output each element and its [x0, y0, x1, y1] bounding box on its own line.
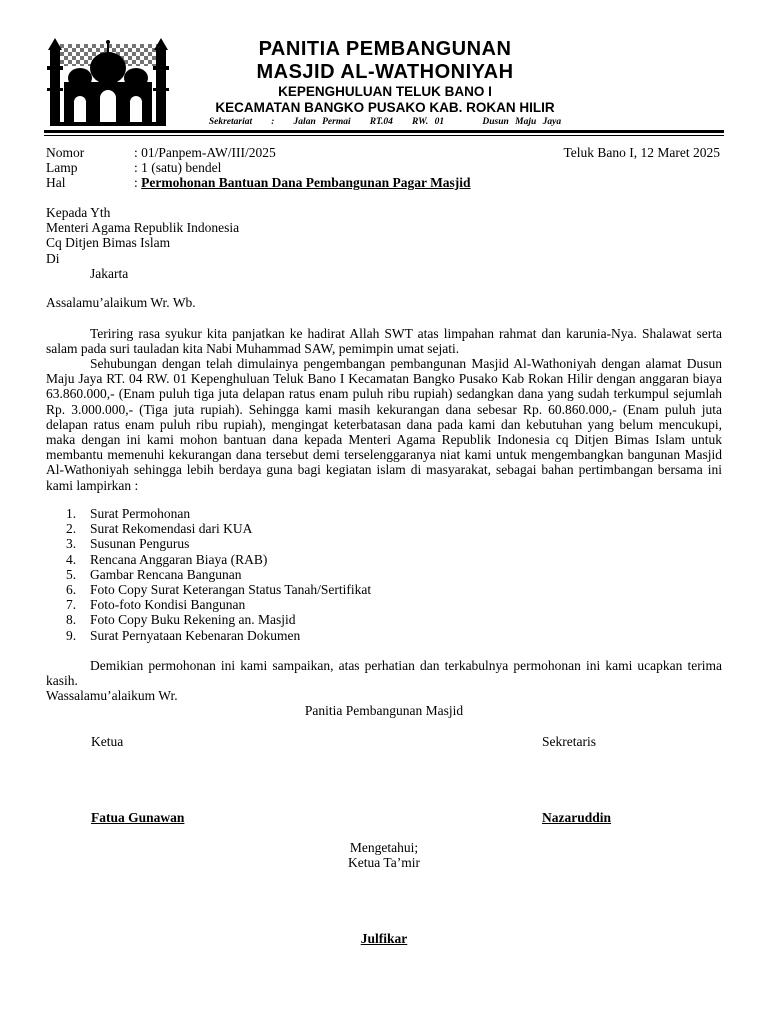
list-item-text: Surat Pernyataan Kebenaran Dokumen [90, 627, 301, 643]
recipient-line3: Cq Ditjen Bimas Islam [46, 235, 171, 251]
list-item [66, 628, 371, 643]
letter-meta [46, 145, 726, 191]
chair-name: Fatua Gunawan [91, 810, 185, 825]
recipient-line2: Menteri Agama Republik Indonesia [46, 220, 240, 236]
closing-paragraph: Demikian permohonan ini kami sampaikan, atas perhatian dan terkabulnya permohonan ini kami ucapkan terima kasih. [46, 658, 722, 689]
list-item-text: Surat Rekomendasi dari KUA [90, 521, 253, 537]
list-item-text: Surat Permohonan [90, 506, 191, 521]
list-item-text: Gambar Rencana Bangunan [90, 566, 242, 582]
list-item-text: Rencana Anggaran Biaya (RAB) [90, 551, 268, 567]
recipient-city: Jakarta [90, 265, 129, 281]
list-item [66, 582, 371, 597]
letterhead-line2: MASJID AL-WATHONIYAH [256, 61, 514, 83]
list-item-number: 7. [66, 597, 77, 613]
list-item-number: 8. [66, 612, 77, 628]
list-item [66, 612, 371, 627]
nomor-value: : 01/Panpem-AW/III/2025 [134, 145, 276, 160]
recipient-line1: Kepada Yth [46, 205, 111, 220]
secretary-title: Sekretaris [542, 734, 596, 749]
letterhead-line4: KECAMATAN BANGKO PUSAKO KAB. ROKAN HILIR [215, 100, 555, 115]
list-item [66, 597, 371, 612]
list-item [66, 521, 371, 536]
list-item-text: Foto-foto Kondisi Bangunan [90, 597, 246, 613]
list-item [66, 552, 371, 567]
lamp-value: : 1 (satu) bendel [134, 160, 222, 176]
list-item [66, 506, 371, 521]
takmir-title: Ketua Ta’mir [348, 855, 420, 870]
letterhead-rule-thick [44, 130, 724, 133]
chair-title: Ketua [91, 734, 124, 749]
nomor-label: Nomor [46, 145, 85, 160]
hal-label: Hal [46, 175, 66, 191]
list-item [66, 567, 371, 582]
farewell: Wassalamu’alaikum Wr. [46, 688, 178, 703]
list-item-number: 2. [66, 521, 77, 537]
hal-value: Permohonan Bantuan Dana Pembangunan Pagar Masjid [141, 175, 471, 191]
letter-date: Teluk Bano I, 12 Maret 2025 [563, 145, 720, 160]
list-item-number: 5. [66, 566, 77, 582]
letterhead-rule-thin [44, 135, 724, 136]
list-item-text: Foto Copy Surat Keterangan Status Tanah/Sertifikat [90, 581, 372, 597]
list-item-number: 6. [66, 581, 77, 597]
list-item-text: Foto Copy Buku Rekening an. Masjid [90, 612, 296, 628]
list-item-number: 9. [66, 627, 77, 643]
letterhead-line3: KEPENGHULUAN TELUK BANO I [278, 84, 492, 99]
list-item-number: 1. [66, 506, 77, 521]
paragraph-2: Sehubungan dengan telah dimulainya pengembangan pembangunan Masjid Al-Wathoniyah dengan alamat Dusun Maju Jaya RT. 04 RW. 01 Kepenghuluan Teluk Bano I Kecamatan Bangko Pusako Kab Rokan Hilir dengan anggaran biaya 63.860.000,- (Enam puluh tiga juta delapan ratus enam puluh ribu rupiah) sedangkan dana yang sudah terkumpul sejumlah Rp. 3.000.000,- (Tiga juta rupiah). Sehingga kami masih kekurangan dana sebesar Rp. 60.860.000,- (Enam puluh juta delapan ratus enam puluh ribu rupiah), mengingat keterbatasan dana pada kami dan kebutuhan yang belum mencukupi, maka dengan ini kami mohon bantuan dana kepada Menteri Agama Republik Indonesia cq Ditjen Bimas Islam untuk membantu memenuhi kekurangan dana tersebut demi terselenggaranya niat kami untuk mengembangkan bangunan Masjid Al-Wathoniyah sehingga lebih berdaya guna bagi kegiatan islam di masyarakat, sebagai bahan pertimbangan bersama ini kami lampirkan : [46, 356, 722, 493]
mosque-icon [44, 36, 174, 128]
recipient [46, 205, 722, 281]
acknowledge-label: Mengetahui; [349, 840, 419, 855]
lamp-label: Lamp [46, 160, 78, 176]
hal-colon: : [134, 175, 142, 191]
attachment-list [66, 506, 371, 643]
letterhead-address: Sekretariat : Jalan Permai RT.04 RW. 01 Dusun Maju Jaya [208, 117, 562, 127]
letterhead-line1: PANITIA PEMBANGUNAN [258, 38, 512, 60]
secretary-name: Nazaruddin [542, 810, 612, 825]
recipient-line4: Di [46, 250, 60, 266]
list-item [66, 536, 371, 551]
list-item-number: 3. [66, 536, 77, 552]
greeting: Assalamu’alaikum Wr. Wb. [46, 295, 196, 310]
list-item-number: 4. [66, 551, 77, 567]
committee-label: Panitia Pembangunan Masjid [304, 703, 464, 718]
list-item-text: Susunan Pengurus [90, 536, 190, 552]
takmir-name: Julfikar [360, 931, 408, 946]
letterhead [170, 38, 600, 128]
paragraph-1: Teriring rasa syukur kita panjatkan ke hadirat Allah SWT atas limpahan rahmat dan karunia-Nya. Shalawat serta salam pada suri tauladan kita Nabi Muhammad SAW, pemimpin umat sejati. [46, 326, 722, 357]
